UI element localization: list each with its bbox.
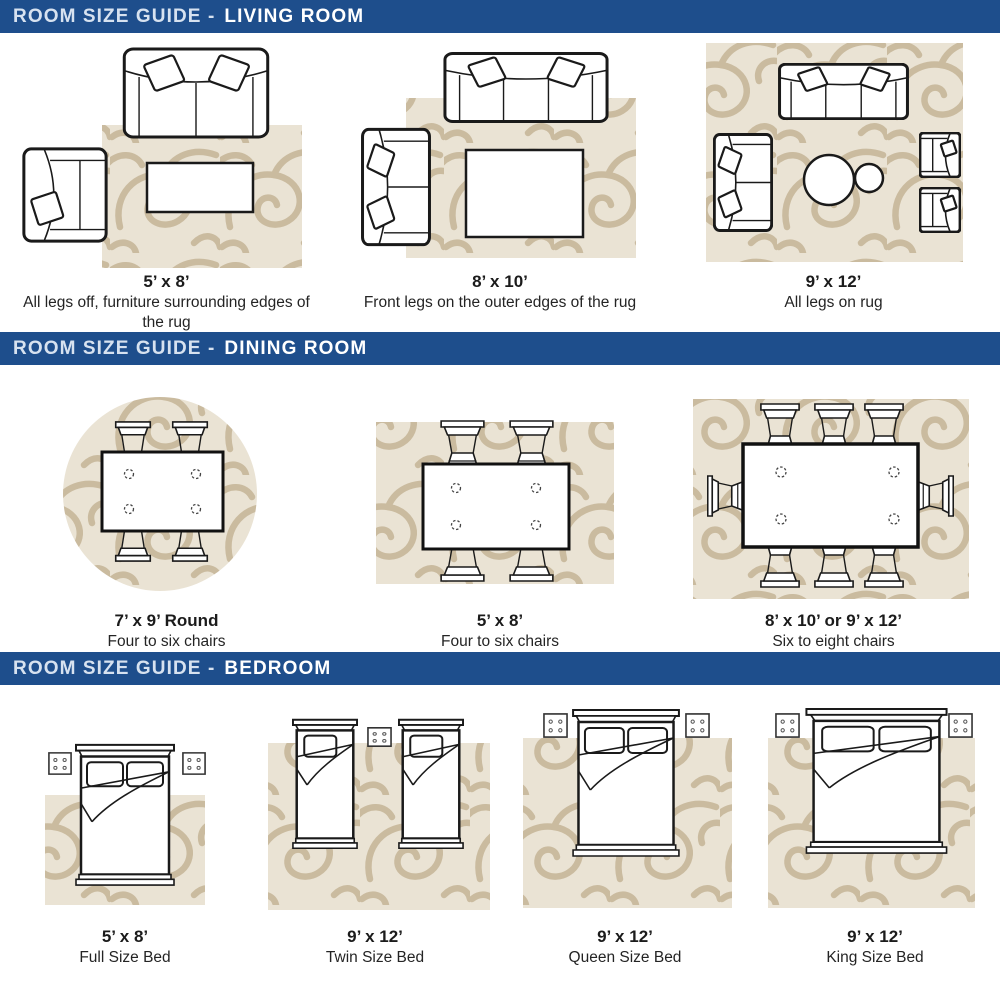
- header-title: BEDROOM: [224, 657, 332, 679]
- nightstand-icon: [949, 714, 972, 737]
- dining-table-icon: [423, 464, 569, 549]
- dining-room-row: [0, 365, 1000, 652]
- queen-bed-icon: [573, 710, 679, 856]
- rug-size-label: 5’ x 8’: [143, 272, 190, 291]
- bedroom-king-cell: [750, 685, 1000, 968]
- nightstand-icon: [368, 728, 391, 746]
- bedroom-queen-cell: [500, 685, 750, 968]
- armchair-icon: [920, 133, 960, 177]
- loveseat-icon: [362, 129, 429, 244]
- rug-desc-label: Twin Size Bed: [325, 948, 425, 966]
- caption-bedroom-queen: [569, 926, 682, 968]
- diagram-living-room-5x8: [0, 33, 333, 270]
- living-room-8x10-cell: [334, 33, 667, 332]
- nightstand-icon: [183, 753, 205, 774]
- caption-bedroom-twin: [326, 926, 424, 968]
- caption-dining-room-7x9: [107, 610, 225, 652]
- diagram-bedroom-twin: [250, 685, 500, 925]
- rug-size-label: 5’ x 8’: [476, 611, 524, 631]
- rug-size-label: 5’ x 8’: [101, 926, 149, 946]
- rug-size-label: 7’ x 9’ Round: [114, 611, 219, 631]
- round-side-table-icon: [855, 164, 883, 192]
- armchair-icon: [920, 188, 960, 232]
- coffee-table-icon: [466, 150, 583, 237]
- bedroom-row: [0, 685, 1000, 968]
- rug-desc-label: King Size Bed: [826, 948, 924, 966]
- rug-desc-label: Four to six chairs: [107, 633, 226, 651]
- diagram-bedroom-full: [0, 685, 250, 925]
- diagram-bedroom-king: [750, 685, 1000, 925]
- diagram-living-room-9x12: [667, 33, 1000, 270]
- nightstand-icon: [686, 714, 709, 737]
- dining-room-8x10-cell: [667, 365, 1000, 652]
- dining-room-5x8-cell: [334, 365, 667, 652]
- bedroom-twin-cell: [250, 685, 500, 968]
- section-header-bedroom: [0, 652, 1000, 685]
- diagram-dining-room-5x8: [334, 365, 667, 609]
- dining-room-7x9-cell: [0, 365, 333, 652]
- rug-desc-label: All legs off, furniture surrounding edges of the rug: [23, 293, 310, 331]
- section-header-dining-room: [0, 332, 1000, 365]
- living-room-5x8-cell: [0, 33, 333, 332]
- rug-desc-label: Front legs on the outer edges of the rug: [363, 293, 637, 311]
- dining-table-icon: [743, 444, 918, 547]
- nightstand-icon: [544, 714, 567, 737]
- header-title: DINING ROOM: [224, 338, 368, 360]
- rug-desc-label: Six to eight chairs: [772, 633, 895, 651]
- rug-size-label: 9’ x 12’: [347, 926, 403, 946]
- diagram-bedroom-queen: [500, 685, 750, 925]
- caption-living-room-9x12: [784, 271, 882, 313]
- header-title: LIVING ROOM: [224, 6, 365, 27]
- armchair-icon: [24, 149, 106, 241]
- diagram-living-room-8x10: [334, 33, 667, 270]
- caption-bedroom-king: [826, 926, 923, 968]
- bedroom-full-cell: [0, 685, 250, 968]
- caption-living-room-5x8: [16, 271, 318, 332]
- loveseat-icon: [714, 135, 771, 231]
- sofa-icon: [444, 54, 606, 122]
- sofa-icon: [124, 49, 267, 137]
- caption-bedroom-full: [79, 926, 170, 968]
- rug-size-label: 9’ x 12’: [597, 926, 653, 946]
- rug-desc-label: Queen Size Bed: [568, 948, 682, 966]
- rug-desc-label: All legs on rug: [784, 293, 883, 311]
- rug-size-label: 8’ x 10’ or 9’ x 12’: [764, 611, 903, 631]
- dining-table-icon: [102, 452, 223, 531]
- rug-desc-label: Four to six chairs: [440, 633, 559, 651]
- diagram-dining-room-8x10-or-9x12: [667, 365, 1000, 609]
- king-bed-icon: [806, 709, 946, 853]
- section-header-living-room: [0, 0, 1000, 33]
- living-room-row: [0, 33, 1000, 332]
- rug-size-label: 9’ x 12’: [805, 272, 862, 291]
- full-bed-icon: [76, 745, 174, 885]
- sofa-icon: [780, 64, 908, 119]
- twin-bed-icon: [399, 720, 463, 848]
- diagram-dining-room-7x9-round: [0, 365, 333, 609]
- header-prefix: ROOM SIZE GUIDE -: [13, 338, 216, 360]
- twin-bed-icon: [293, 720, 357, 848]
- caption-dining-room-8x10: [765, 610, 902, 652]
- nightstand-icon: [49, 753, 71, 774]
- coffee-table-icon: [147, 163, 253, 212]
- header-prefix: ROOM SIZE GUIDE -: [13, 6, 216, 27]
- caption-living-room-8x10: [364, 271, 636, 313]
- rug-size-label: 8’ x 10’: [472, 272, 528, 291]
- header-prefix: ROOM SIZE GUIDE -: [13, 657, 216, 679]
- round-coffee-table-icon: [804, 155, 854, 205]
- nightstand-icon: [776, 714, 799, 737]
- rug-size-label: 9’ x 12’: [847, 926, 903, 946]
- living-room-9x12-cell: [667, 33, 1000, 332]
- rug-desc-label: Full Size Bed: [79, 948, 171, 966]
- caption-dining-room-5x8: [441, 610, 559, 652]
